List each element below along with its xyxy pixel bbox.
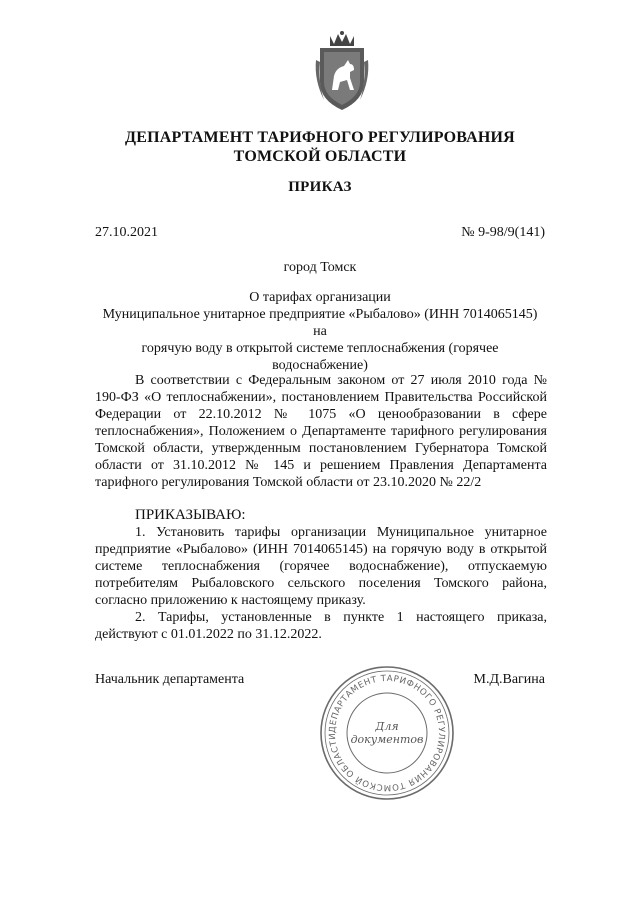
order-word: ПРИКАЗЫВАЮ:	[135, 507, 246, 523]
stamp-center-line-1: Для	[375, 720, 399, 733]
department-line-1: ДЕПАРТАМЕНТ ТАРИФНОГО РЕГУЛИРОВАНИЯ	[125, 129, 515, 146]
document-type: ПРИКАЗ	[288, 179, 352, 195]
order-subject	[95, 289, 545, 374]
department-line-2: ТОМСКОЙ ОБЛАСТИ	[233, 148, 407, 165]
coat-of-arms-icon	[314, 30, 370, 112]
subject-line-3: горячую воду в открытой системе теплоснабжения (горячее водоснабжение)	[141, 341, 499, 373]
order-item-2: 2. Тарифы, установленные в пункте 1 настоящего приказа, действуют с 01.01.2022 по 31.12.2022.	[95, 610, 547, 642]
signatory-name: М.Д.Вагина	[473, 672, 545, 687]
stamp-ring-text: ДЕПАРТАМЕНТ ТАРИФНОГО РЕГУЛИРОВАНИЯ ТОМСКОЙ ОБЛАСТИ	[327, 673, 447, 793]
order-body	[95, 372, 547, 643]
preamble-paragraph: В соответствии с Федеральным законом от 27 июля 2010 года № 190-ФЗ «О теплоснабжении», постановлением Правительства Российской Федерации от 22.10.2012 № 1075 «О ценообразовании в сфере теплоснабжения», Положением о Департаменте тарифного регулирования Томской области, утвержденным постановлением Губернатора Томской области от 31.10.2012 № 145 и решением Правления Департамента тарифного регулирования Томской области от 23.10.2020 № 22/2	[95, 373, 547, 490]
order-number: № 9-98/9(141)	[461, 225, 545, 240]
official-stamp	[318, 664, 456, 802]
order-item-1: 1. Установить тарифы организации Муниципальное унитарное предприятие «Рыбалово» (ИНН 7014065145) на горячую воду в открытой системе теплоснабжения (горячее водоснабжение), отпускаемую потребителям Рыбаловского сельского поселения Томского района, согласно приложению к настоящему приказу.	[95, 525, 547, 608]
signatory-position: Начальник департамента	[95, 672, 245, 687]
department-name	[0, 128, 640, 166]
subject-line-1: О тарифах организации	[249, 290, 391, 305]
subject-line-2: Муниципальное унитарное предприятие «Рыбалово» (ИНН 7014065145) на	[102, 307, 538, 339]
city: город Томск	[283, 260, 357, 275]
order-date: 27.10.2021	[95, 225, 158, 240]
stamp-center-line-2: документов	[350, 733, 424, 746]
